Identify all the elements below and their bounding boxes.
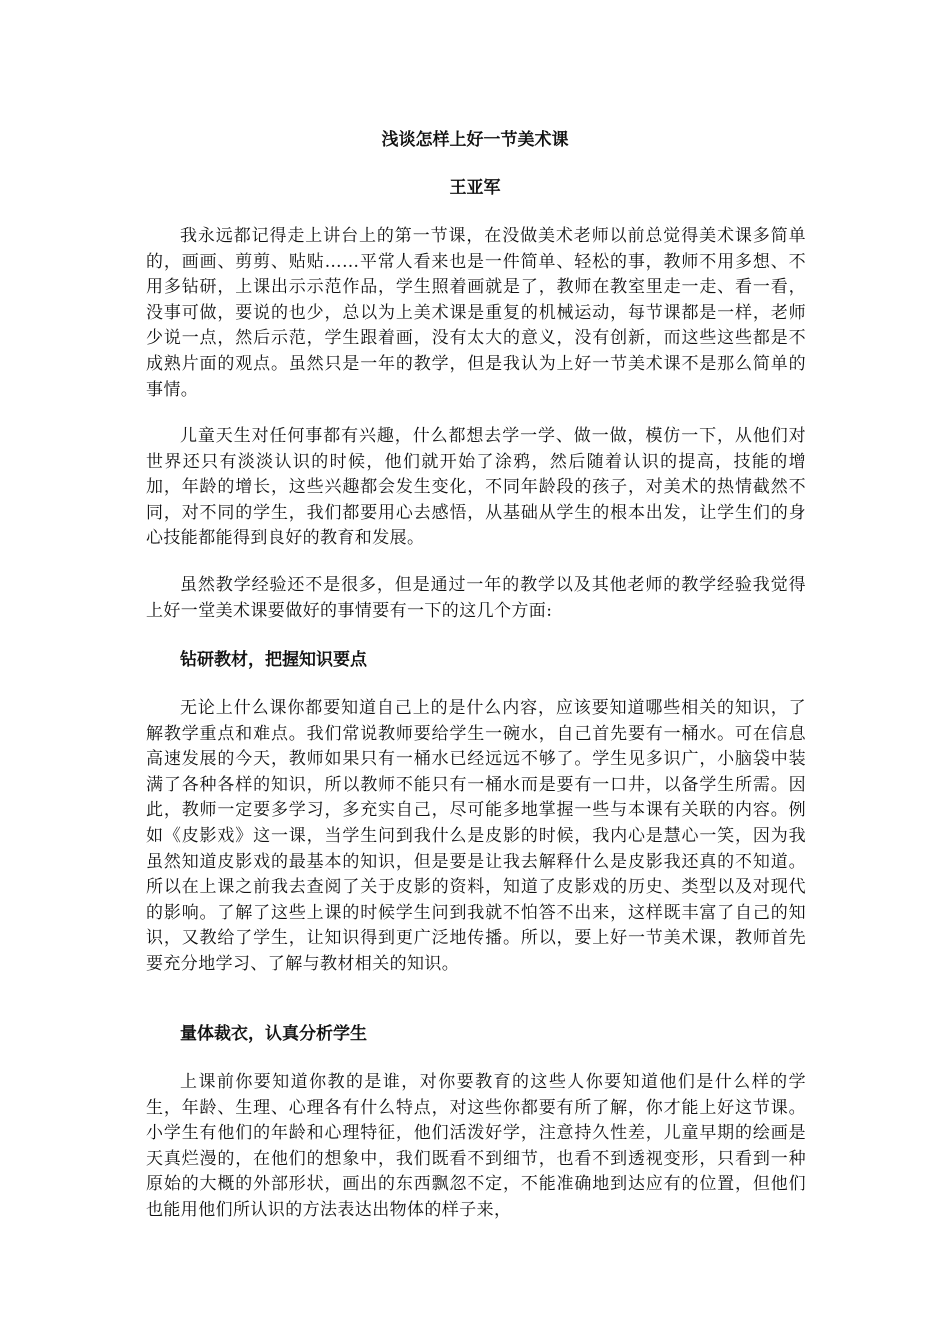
paragraph-students: 上课前你要知道你教的是谁，对你要教育的这些人你要知道他们是什么样的学生，年龄、生理、心理各有什么特点，对这些你都要有所了解，你才能上好这节课。小学生有他们的年龄和心理特征，他们活泼好学，注意持久性差，儿童早期的绘画是天真烂漫的，在他们的想象中，我们既看不到细节，也看不到透视变形，只看到一种原始的大概的外部形状，画出的东西飘忽不定，不能准确地到达应有的位置，但他们也能用他们所认识的方法表达出物体的样子来，	[146, 1072, 806, 1220]
paragraph-textbook: 无论上什么课你都要知道自己上的是什么内容，应该要知道哪些相关的知识，了解教学重点和难点。我们常说教师要给学生一碗水，自己首先要有一桶水。可在信息高速发展的今天，教师如果只有一桶水已经远远不够了。学生见多识广，小脑袋中装满了各种各样的知识，所以教师不能只有一桶水而是要有一口井，以备学生所需。因此，教师一定要多学习，多充实自己，尽可能多地掌握一些与本课有关联的内容。例如《皮影戏》这一课，当学生问到我什么是皮影的时候，我内心是慧心一笑，因为我虽然知道皮影戏的最基本的知识，但是要是让我去解释什么是皮影我还真的不知道。所以在上课之前我去查阅了关于皮影的资料，知道了皮影戏的历史、类型以及对现代的影响。了解了这些上课的时候学生问到我就不怕答不出来，这样既丰富了自己的知识，又教给了学生，让知识得到更广泛地传播。所以，要上好一节美术课，教师首先要充分地学习、了解与教材相关的知识。	[146, 698, 806, 974]
author-name: 王亚军	[449, 178, 501, 198]
section-heading-textbook: 钻研教材，把握知识要点	[180, 650, 367, 670]
paragraph-intro: 我永远都记得走上讲台上的第一节课，在没做美术老师以前总觉得美术课多简单的，画画、剪剪、贴贴……平常人看来也是一件简单、轻松的事，教师不用多想、不用多钻研，上课出示示范作品，学生照着画就是了，教师在教室里走一走、看一看，没事可做，要说的也少，总以为上美术课是重复的机械运动，每节课都是一样，老师少说一点，然后示范，学生跟着画，没有太大的意义，没有创新，而这些这些都是不成熟片面的观点。虽然只是一年的教学，但是我认为上好一节美术课不是那么简单的事情。	[146, 226, 806, 400]
document-title: 浅谈怎样上好一节美术课	[381, 130, 569, 150]
paragraph-experience: 虽然教学经验还不是很多，但是通过一年的教学以及其他老师的教学经验我觉得上好一堂美术课要做好的事情要有一下的这几个方面:	[146, 575, 806, 621]
section-heading-students: 量体裁衣，认真分析学生	[180, 1024, 367, 1044]
paragraph-children-interest: 儿童天生对任何事都有兴趣，什么都想去学一学、做一做，模仿一下，从他们对世界还只有淡淡认识的时候，他们就开始了涂鸦，然后随着认识的提高，技能的增加，年龄的增长，这些兴趣都会发生变化，不同年龄段的孩子，对美术的热情截然不同，对不同的学生，我们都要用心去感悟，从基础从学生的根本出发，让学生们的身心技能都能得到良好的教育和发展。	[146, 426, 806, 549]
